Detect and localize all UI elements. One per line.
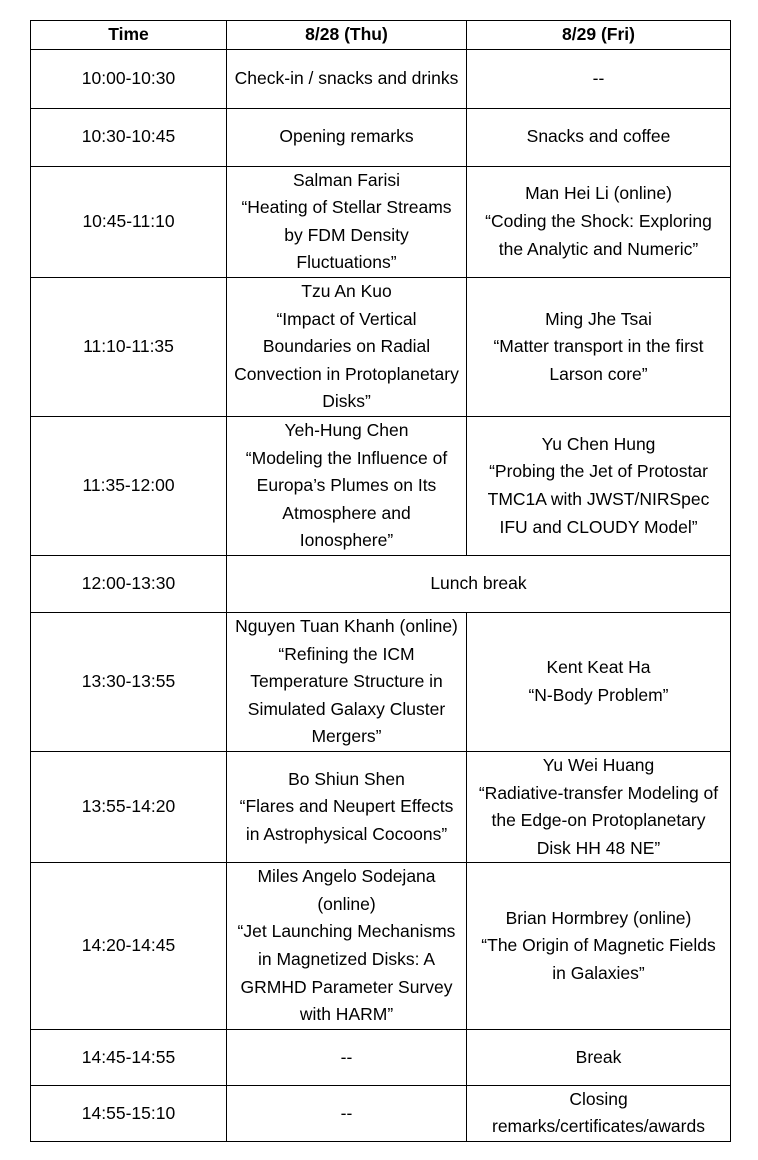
time-cell: 11:10-11:35 (31, 277, 227, 416)
day2-cell: Yu Wei Huang “Radiative-transfer Modeling of the Edge-on Protoplanetary Disk HH 48 NE” (467, 751, 731, 862)
time-cell: 10:00-10:30 (31, 49, 227, 108)
day1-cell: Nguyen Tuan Khanh (online) “Refining the ICM Temperature Structure in Simulated Galaxy Cluster Mergers” (227, 612, 467, 751)
time-cell: 10:45-11:10 (31, 166, 227, 277)
table-row (31, 49, 731, 108)
header-time: Time (31, 21, 227, 50)
header-day2: 8/29 (Fri) (467, 21, 731, 50)
day2-cell: Closing remarks/certificates/awards (467, 1085, 731, 1141)
time-cell: 10:30-10:45 (31, 108, 227, 166)
day1-cell: Tzu An Kuo “Impact of Vertical Boundaries on Radial Convection in Protoplanetary Disks” (227, 277, 467, 416)
table-row (31, 612, 731, 751)
day1-cell: Check-in / snacks and drinks (227, 49, 467, 108)
table-row (31, 166, 731, 277)
table-row (31, 555, 731, 612)
time-cell: 14:20-14:45 (31, 863, 227, 1030)
day1-cell: Bo Shiun Shen “Flares and Neupert Effects in Astrophysical Cocoons” (227, 751, 467, 862)
time-cell: 13:30-13:55 (31, 612, 227, 751)
table-row (31, 1085, 731, 1141)
day1-cell: Opening remarks (227, 108, 467, 166)
table-row (31, 277, 731, 416)
schedule-table (30, 20, 731, 1142)
day2-cell: Man Hei Li (online) “Coding the Shock: Exploring the Analytic and Numeric” (467, 166, 731, 277)
day1-cell: Yeh-Hung Chen “Modeling the Influence of Europa’s Plumes on Its Atmosphere and Ionosphere” (227, 416, 467, 555)
time-cell: 13:55-14:20 (31, 751, 227, 862)
table-row (31, 416, 731, 555)
day2-cell: -- (467, 49, 731, 108)
header-day1: 8/28 (Thu) (227, 21, 467, 50)
day2-cell: Brian Hormbrey (online) “The Origin of Magnetic Fields in Galaxies” (467, 863, 731, 1030)
table-row (31, 1029, 731, 1085)
lunch-cell: Lunch break (227, 555, 731, 612)
table-row (31, 751, 731, 862)
day1-cell: -- (227, 1085, 467, 1141)
day2-cell: Kent Keat Ha “N-Body Problem” (467, 612, 731, 751)
table-row (31, 108, 731, 166)
day1-cell: Salman Farisi “Heating of Stellar Streams by FDM Density Fluctuations” (227, 166, 467, 277)
day1-cell: Miles Angelo Sodejana (online) “Jet Launching Mechanisms in Magnetized Disks: A GRMHD Parameter Survey with HARM” (227, 863, 467, 1030)
day2-cell: Yu Chen Hung “Probing the Jet of Protostar TMC1A with JWST/NIRSpec IFU and CLOUDY Model” (467, 416, 731, 555)
table-row (31, 863, 731, 1030)
time-cell: 14:45-14:55 (31, 1029, 227, 1085)
time-cell: 14:55-15:10 (31, 1085, 227, 1141)
day2-cell: Snacks and coffee (467, 108, 731, 166)
time-cell: 11:35-12:00 (31, 416, 227, 555)
header-row (31, 21, 731, 50)
time-cell: 12:00-13:30 (31, 555, 227, 612)
day2-cell: Ming Jhe Tsai “Matter transport in the first Larson core” (467, 277, 731, 416)
day2-cell: Break (467, 1029, 731, 1085)
day1-cell: -- (227, 1029, 467, 1085)
